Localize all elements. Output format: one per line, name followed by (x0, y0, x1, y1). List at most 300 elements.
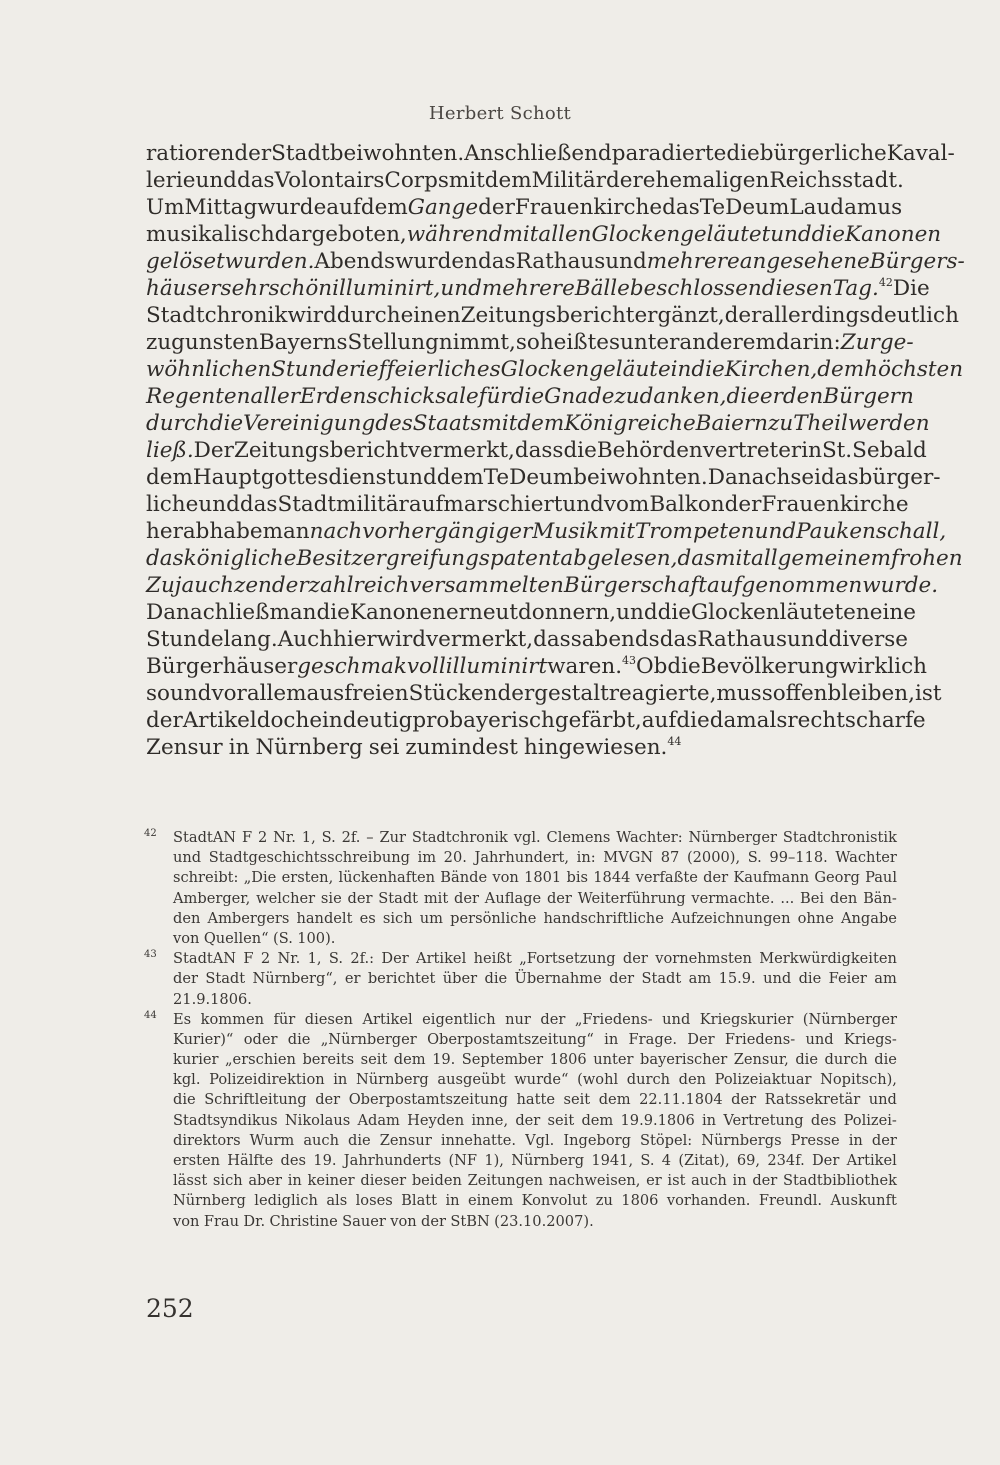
footnote-word: Schriftleitung (204, 1091, 307, 1109)
footnote-word: von (173, 929, 200, 947)
footnote-word: Ingeborg (563, 1131, 631, 1149)
body-word (725, 356, 818, 383)
body-word (240, 491, 278, 518)
body-word (509, 464, 573, 491)
body-word (660, 626, 698, 653)
body-word (146, 680, 170, 707)
italic-text: und (770, 222, 812, 247)
text-run: auf (326, 195, 361, 220)
body-word (439, 329, 516, 356)
italic-text: die (510, 384, 545, 409)
text-run: nimmt, (438, 330, 516, 355)
italic-text: königliche (183, 546, 297, 571)
footnote-word: Oberpostamtszeitung (348, 1091, 508, 1109)
body-word (518, 599, 616, 626)
text-run: Rathaus (697, 627, 787, 652)
body-word (560, 545, 677, 572)
body-word (271, 140, 330, 167)
body-line (146, 518, 947, 545)
text-run: damals (709, 708, 788, 733)
footnote-word: – (366, 829, 374, 846)
body-word (326, 194, 361, 221)
footnote-word: der (347, 889, 373, 907)
text-run: Ob (636, 654, 668, 679)
body-line (146, 464, 941, 491)
italic-text: Bürgern (823, 384, 914, 409)
footnote-line (173, 1010, 897, 1030)
footnote-word: und (173, 849, 202, 867)
body-word (224, 626, 278, 653)
text-run: Stellung (347, 330, 439, 355)
body-word (790, 464, 821, 491)
body-word (708, 464, 791, 491)
body-word (194, 437, 234, 464)
footnote-word: der (173, 970, 198, 988)
text-run: dergestalt (497, 681, 609, 706)
footnote-word: Übernahme (514, 970, 602, 988)
footnote-word: in (445, 1192, 460, 1210)
footnote-word: „Die (243, 869, 277, 887)
body-word (880, 329, 914, 356)
footnote-word: September (461, 1051, 544, 1069)
italic-text: Paukenschall, (796, 519, 947, 544)
footnote-word: Nr. (277, 950, 301, 968)
text-run: Bayerns (258, 330, 348, 355)
footnote-line (173, 1030, 897, 1050)
text-run: ist (914, 681, 942, 706)
body-word (630, 275, 762, 302)
body-word (478, 194, 515, 221)
body-word (221, 275, 269, 302)
text-run: man (262, 519, 310, 544)
footnote-word: (Zitat), (678, 1152, 730, 1169)
body-line (146, 248, 965, 275)
body-word (864, 356, 963, 383)
footnote-line (173, 990, 897, 1010)
footnote-word: Feier (828, 970, 867, 988)
text-run: bürgerliche (759, 141, 887, 166)
footnote-word: und (662, 1010, 691, 1028)
footnote-word: Auskunft (830, 1192, 897, 1210)
italic-text: Bürgerschaft (563, 573, 707, 598)
footnote-word: die (874, 1051, 897, 1069)
body-word (375, 410, 413, 437)
text-run: vom (603, 492, 650, 517)
text-run: vermerkt, (407, 438, 515, 463)
body-line (146, 356, 964, 383)
text-run: und (395, 465, 437, 490)
italic-text: Glocken (591, 222, 681, 247)
body-word (789, 194, 902, 221)
body-word (516, 329, 540, 356)
body-word (437, 464, 484, 491)
body-word (269, 599, 316, 626)
footnote-word: Paul (865, 869, 897, 887)
footnote-word: um (419, 909, 444, 927)
text-run: Bürgerhäuser (146, 654, 298, 679)
footnote-word: wurde“ (514, 1071, 569, 1089)
footnote-word: nachweisen, (548, 1172, 641, 1190)
footnote-number: 43 (144, 949, 157, 961)
text-run: scharfe (844, 708, 926, 733)
body-word (263, 518, 310, 545)
body-word (532, 518, 599, 545)
footnote-word: der (871, 1131, 897, 1149)
text-run: offen (772, 681, 828, 706)
body-word (817, 356, 864, 383)
body-word (761, 302, 870, 329)
text-run: probayerisch (412, 708, 555, 733)
footnote-line (173, 1171, 897, 1191)
body-word (146, 383, 250, 410)
footnote-word: als (326, 1192, 348, 1210)
footnote-word: in (604, 1030, 619, 1048)
text-run: unter (620, 330, 680, 355)
italic-text: Gnade (544, 384, 615, 409)
footnote-word: 1), (484, 1152, 504, 1169)
footnote-word: Freundl. (758, 1192, 823, 1210)
body-word (773, 680, 828, 707)
body-word (211, 680, 246, 707)
footnote-word: Blatt (401, 1192, 437, 1210)
italic-text: Bälle (574, 276, 630, 301)
body-word (146, 707, 183, 734)
italic-text: frohen (891, 546, 963, 571)
text-run: Reichsstadt. (769, 168, 904, 193)
body-word (635, 518, 755, 545)
body-word (440, 275, 481, 302)
text-run: so (146, 681, 170, 706)
body-word (533, 626, 582, 653)
body-word (691, 599, 780, 626)
body-word (751, 545, 891, 572)
text-run: zumindest (405, 735, 518, 760)
footnote-word: am (688, 970, 712, 988)
body-word (679, 329, 776, 356)
footnote-42 (146, 828, 897, 949)
italic-text: allen (538, 222, 592, 247)
footnote-word: Polizei- (843, 1111, 897, 1129)
text-run: Der (193, 438, 234, 463)
footnote-word: (wohl (577, 1071, 619, 1089)
footnote-word: ohne (797, 909, 834, 927)
body-word (485, 167, 532, 194)
text-run: das (239, 492, 278, 517)
footnote-ref: 43 (622, 654, 637, 667)
footnote-word: Weiterführung (577, 889, 686, 907)
body-word (484, 464, 509, 491)
body-word (612, 140, 727, 167)
text-run: bürger- (858, 465, 941, 490)
footnote-44 (146, 1010, 897, 1232)
body-word (362, 518, 532, 545)
text-run: Stadt (271, 141, 330, 166)
body-word (599, 518, 635, 545)
footnote-line (173, 1070, 897, 1090)
text-run: aus (306, 681, 345, 706)
body-line (146, 167, 904, 194)
footnote-word: dem (581, 1111, 614, 1129)
body-word (146, 275, 221, 302)
footnote-word: in (702, 1111, 717, 1129)
footnote-word: Kriegs- (843, 1030, 897, 1048)
footnote-word: ausgeübt (437, 1071, 506, 1089)
body-line (146, 194, 903, 221)
text-run: wurden (395, 249, 478, 274)
body-word (446, 599, 518, 626)
body-word (361, 194, 408, 221)
footnote-word: inne, (471, 1111, 509, 1129)
footnote-word: des (810, 1111, 837, 1129)
footnote-word: Ambergers (207, 909, 290, 927)
footnote-word: Frau (203, 1212, 240, 1230)
body-word (915, 680, 942, 707)
footnote-line (173, 1111, 897, 1131)
footnote-word: seit (563, 1091, 591, 1109)
body-word (330, 140, 464, 167)
italic-text: Baiern (695, 411, 769, 436)
text-run: Stadtchronik (146, 303, 288, 328)
body-word (250, 383, 300, 410)
footnote-word: ersten (173, 1152, 221, 1169)
body-word (337, 302, 401, 329)
body-word (893, 275, 930, 302)
body-word (828, 680, 915, 707)
footnote-word: verfaßte (635, 869, 698, 887)
body-word (870, 248, 965, 275)
body-word (647, 248, 740, 275)
text-run: Behördenvertreter (596, 438, 802, 463)
body-word (891, 545, 963, 572)
italic-text: während (406, 222, 503, 247)
body-word (801, 437, 822, 464)
text-run: Um (146, 195, 185, 220)
footnote-word: Polizeidirektion (209, 1071, 325, 1089)
footnote-word: 2 (260, 950, 271, 968)
footnote-word: Merkwürdigkeiten (759, 950, 897, 968)
footnote-word: StadtAN (173, 829, 237, 846)
footnote-word: Artikel (846, 1152, 897, 1169)
italic-text: mit (481, 411, 518, 436)
body-word (185, 194, 258, 221)
footnote-word: mit (423, 889, 449, 907)
italic-text: dem (817, 357, 865, 382)
footnote-word: Frage. (628, 1030, 677, 1048)
body-word (146, 626, 224, 653)
text-run: liche (146, 492, 199, 517)
footnote-word: 100). (297, 929, 336, 947)
footnote-word: zu (595, 1192, 613, 1210)
body-word (395, 248, 478, 275)
body-word (726, 140, 759, 167)
italic-text: geläutet (680, 222, 771, 247)
footnote-word: die (287, 1030, 311, 1048)
body-word (237, 167, 275, 194)
text-run: der (724, 492, 762, 517)
body-word (616, 599, 657, 626)
footnote-word: Stadt (205, 970, 246, 988)
body-word (564, 410, 695, 437)
text-run: paradierte (611, 141, 727, 166)
body-word (317, 599, 350, 626)
text-run: St. (821, 438, 853, 463)
text-run: gefärbt, (554, 708, 642, 733)
footnote-word: in (848, 1131, 863, 1149)
italic-text: mehrere (646, 249, 740, 274)
text-run: der (724, 303, 762, 328)
italic-text: nach (309, 519, 363, 544)
text-run: diverse (828, 627, 909, 652)
body-word (532, 167, 606, 194)
footnote-word: Zeitungen (467, 1172, 544, 1190)
footnote-word: Stadtgeschichtsschreibung (208, 849, 410, 867)
body-word (478, 248, 516, 275)
footnote-word: 1801 (524, 869, 562, 887)
footnote-word: sich (212, 1172, 243, 1190)
text-run: der (606, 168, 643, 193)
footnote-word: StBN (450, 1212, 490, 1230)
body-word (515, 194, 662, 221)
body-word (333, 626, 377, 653)
body-word (409, 491, 563, 518)
text-run: Te (483, 465, 510, 490)
body-word (563, 437, 596, 464)
body-word (344, 680, 408, 707)
footnote-word: StadtAN (173, 950, 237, 968)
text-run: beiwohnten. (329, 141, 465, 166)
text-run: Laudamus (789, 195, 903, 220)
body-word (597, 437, 801, 464)
footnote-line (173, 1090, 897, 1110)
text-run: wird (287, 303, 337, 328)
footnote-word: Clemens (546, 829, 611, 846)
text-run: die (657, 600, 691, 625)
text-run: das (659, 627, 698, 652)
footnote-word: Polizeiaktuar (714, 1071, 812, 1089)
footnote-word: handschriftliche (543, 909, 664, 927)
footnote-word: 1, (301, 829, 316, 846)
body-word (562, 491, 603, 518)
footnote-word: Jahrhundert, (474, 849, 570, 867)
body-word (691, 356, 724, 383)
footnote-number: 42 (144, 828, 157, 839)
body-word (592, 221, 681, 248)
footnote-word: 69, (736, 1152, 761, 1169)
text-run: freien (344, 681, 409, 706)
footnote-word: lediglich (254, 1192, 318, 1210)
footnote-word: in (333, 1071, 348, 1089)
text-run: Stücken (408, 681, 498, 706)
text-run: der (146, 708, 183, 733)
text-run: dem (484, 168, 532, 193)
text-run: Anschließend (464, 141, 612, 166)
footnote-word: Stadt (378, 889, 419, 907)
body-word (822, 437, 852, 464)
running-head: Herbert Schott (428, 103, 572, 124)
body-word (614, 383, 639, 410)
body-word (275, 221, 407, 248)
body-word (243, 410, 375, 437)
body-word (787, 707, 845, 734)
footnote-word: den (829, 889, 858, 907)
footnote-word: „erschien (225, 1051, 296, 1069)
body-word (170, 680, 211, 707)
footnote-word: eigentlich (422, 1010, 496, 1028)
body-word (564, 572, 707, 599)
footnote-word: berichtet (367, 970, 436, 988)
body-word (309, 572, 410, 599)
footnote-line (173, 969, 897, 989)
footnote-word: beiden (411, 1172, 462, 1190)
text-run: es (596, 330, 621, 355)
footnote-word: in: (576, 849, 596, 867)
body-word (384, 167, 448, 194)
body-word (841, 329, 880, 356)
body-word (575, 275, 630, 302)
footnote-word: am (874, 970, 897, 988)
footnote-word: Hälfte (227, 1152, 274, 1169)
body-word (870, 599, 916, 626)
body-word (609, 680, 717, 707)
italic-text: Kirchen, (724, 357, 818, 382)
footnote-word: Artikel (416, 950, 467, 968)
footnote-word: für (273, 1010, 296, 1028)
body-word (259, 329, 348, 356)
body-word (787, 626, 828, 653)
text-run: und (195, 168, 237, 193)
footnote-word: Vertretung (723, 1111, 804, 1129)
footnote-line (173, 949, 897, 969)
body-word (870, 302, 959, 329)
body-word (649, 491, 724, 518)
body-word (146, 302, 287, 329)
body-line (146, 599, 916, 626)
footnote-word: F (243, 950, 254, 968)
body-word (481, 410, 517, 437)
footnote-word: Friedens- (724, 1030, 796, 1048)
body-word (257, 707, 310, 734)
footnote-word: S. (747, 849, 762, 867)
body-word (401, 302, 461, 329)
footnote-word: von (390, 1212, 417, 1230)
footnote-word: den (173, 909, 201, 927)
body-word (544, 383, 614, 410)
footnote-word: Artikel (362, 1010, 413, 1028)
text-run: Zeitungsbericht (460, 303, 635, 328)
body-word (405, 734, 517, 761)
footnote-word: durch (626, 1071, 671, 1089)
footnote-word: Zensur (379, 1131, 432, 1149)
text-run: Kanonen (349, 600, 446, 625)
text-run: mit (448, 168, 485, 193)
footnote-ref: 42 (878, 276, 893, 289)
text-run: und (562, 492, 604, 517)
footnote-word: (NF (448, 1152, 478, 1169)
body-line (146, 329, 914, 356)
footnote-word: über (442, 970, 478, 988)
footnote-word: Stadtbibliothek (783, 1172, 897, 1190)
text-run: die (667, 654, 701, 679)
body-word (146, 653, 297, 680)
body-word (727, 383, 760, 410)
text-run: Balkon (649, 492, 725, 517)
footnote-word: MVGN (603, 849, 654, 867)
body-line (146, 653, 928, 680)
footnote-word: Stadtsyndikus (173, 1111, 278, 1129)
body-word (538, 221, 591, 248)
body-word (755, 518, 796, 545)
footnote-word: (Nürnberger (802, 1010, 897, 1028)
